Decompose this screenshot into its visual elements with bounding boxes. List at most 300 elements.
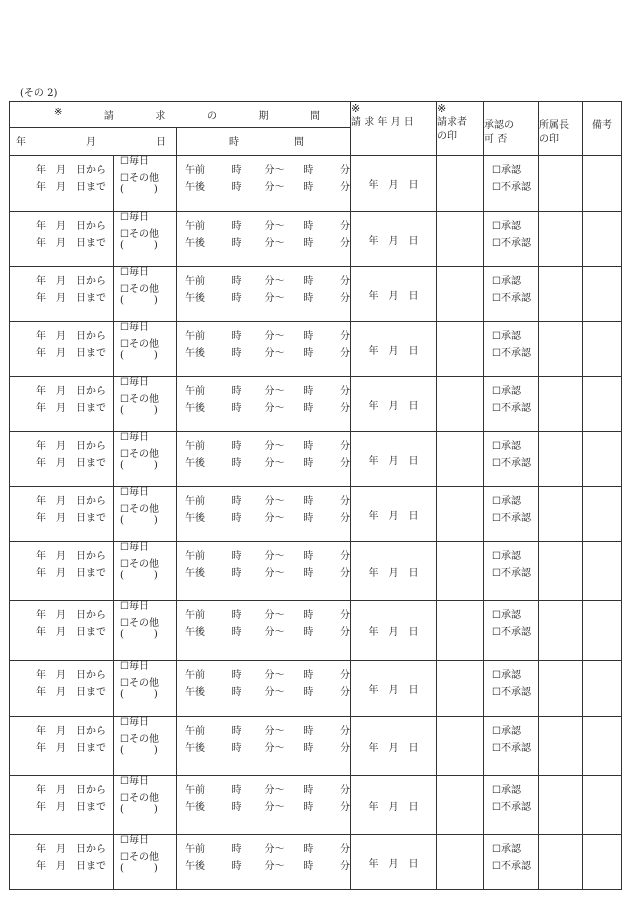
request-date-cell[interactable] xyxy=(351,776,437,835)
requester-seal-cell[interactable] xyxy=(437,601,484,661)
frequency-cell xyxy=(114,487,177,542)
date-to-text: 年 月 日まで xyxy=(36,568,106,579)
period-dates-cell[interactable] xyxy=(10,776,114,835)
am-label: 午前 xyxy=(185,441,205,452)
hour-label: 時 xyxy=(231,276,242,287)
requester-seal-cell[interactable] xyxy=(437,661,484,717)
other-detail-field[interactable]: ( ) xyxy=(120,629,158,640)
hour-label: 時 xyxy=(303,331,314,342)
request-date-cell[interactable] xyxy=(351,487,437,542)
minute-from-label: 分～ xyxy=(264,610,285,621)
remarks-cell[interactable] xyxy=(583,212,622,267)
frequency-cell xyxy=(114,835,177,890)
request-date-cell[interactable] xyxy=(351,156,437,212)
period-times-cell[interactable] xyxy=(177,487,351,542)
remarks-cell[interactable] xyxy=(583,322,622,377)
minute-from-label: 分～ xyxy=(264,568,285,579)
request-period-header xyxy=(10,102,351,128)
other-checkbox[interactable]: ☐その他 xyxy=(120,618,159,629)
other-detail-field[interactable]: ( ) xyxy=(120,745,158,756)
title-char: ※ xyxy=(54,107,63,118)
requester-seal-cell[interactable] xyxy=(437,835,484,890)
period-times-cell[interactable] xyxy=(177,267,351,322)
hour-label: 時 xyxy=(303,551,314,562)
request-date-text: 年 月 日 xyxy=(368,510,419,522)
hour-label: 時 xyxy=(231,627,242,638)
hour-label: 時 xyxy=(303,386,314,397)
title-char: 請 xyxy=(103,111,114,122)
period-times-cell[interactable] xyxy=(177,835,351,890)
am-label: 午前 xyxy=(185,496,205,507)
minute-from-label: 分～ xyxy=(264,441,285,452)
daily-checkbox[interactable]: ☐毎日 xyxy=(120,377,149,388)
pm-label: 午後 xyxy=(185,238,205,249)
requester-seal-cell[interactable] xyxy=(437,487,484,542)
other-detail-field[interactable]: ( ) xyxy=(120,515,158,526)
request-date-cell[interactable] xyxy=(351,601,437,661)
period-dates-cell[interactable] xyxy=(10,542,114,601)
daily-checkbox[interactable]: ☐毎日 xyxy=(120,717,149,728)
pm-time-line xyxy=(177,400,350,417)
date-header-char: 月 xyxy=(86,137,96,148)
other-checkbox[interactable]: ☐その他 xyxy=(120,284,159,295)
minute-from-label: 分～ xyxy=(264,293,285,304)
minute-label: 分 xyxy=(340,293,351,304)
date-to-text: 年 月 日まで xyxy=(36,802,106,813)
other-detail-field[interactable]: ( ) xyxy=(120,863,158,874)
daily-checkbox[interactable]: ☐毎日 xyxy=(120,835,149,846)
period-dates-cell[interactable] xyxy=(10,661,114,717)
disapprove-checkbox[interactable]: ☐不承認 xyxy=(492,687,531,698)
other-checkbox[interactable]: ☐その他 xyxy=(120,394,159,405)
frequency-cell xyxy=(114,377,177,432)
remarks-cell[interactable] xyxy=(583,377,622,432)
daily-checkbox[interactable]: ☐毎日 xyxy=(120,156,149,167)
daily-checkbox[interactable]: ☐毎日 xyxy=(120,542,149,553)
hour-label: 時 xyxy=(303,348,314,359)
frequency-cell xyxy=(114,601,177,661)
approve-checkbox[interactable]: ☐承認 xyxy=(492,165,521,176)
minute-from-label: 分～ xyxy=(264,403,285,414)
other-checkbox[interactable]: ☐その他 xyxy=(120,504,159,515)
title-char: 間 xyxy=(309,111,320,122)
disapprove-checkbox[interactable]: ☐不承認 xyxy=(492,802,531,813)
remarks-cell[interactable] xyxy=(583,661,622,717)
approve-checkbox[interactable]: ☐承認 xyxy=(492,844,521,855)
minute-label: 分 xyxy=(340,238,351,249)
other-checkbox[interactable]: ☐その他 xyxy=(120,173,159,184)
disapprove-checkbox[interactable]: ☐不承認 xyxy=(492,238,531,249)
request-date-text: 年 月 日 xyxy=(368,685,419,696)
form-subtitle: (その 2) xyxy=(20,88,58,99)
period-times-cell[interactable] xyxy=(177,377,351,432)
remarks-header: 備考 xyxy=(583,102,622,156)
hour-label: 時 xyxy=(303,238,314,249)
other-checkbox[interactable]: ☐その他 xyxy=(120,852,159,863)
hour-label: 時 xyxy=(231,293,242,304)
request-date-text: 年 月 日 xyxy=(368,235,419,247)
disapprove-checkbox[interactable]: ☐不承認 xyxy=(492,861,531,872)
hour-label: 時 xyxy=(231,568,242,579)
frequency-cell xyxy=(114,542,177,601)
requester-seal-cell[interactable] xyxy=(437,267,484,322)
other-detail-field[interactable]: ( ) xyxy=(120,240,158,251)
minute-label: 分 xyxy=(340,513,351,524)
pm-time-line xyxy=(177,510,350,527)
minute-from-label: 分～ xyxy=(264,386,285,397)
disapprove-checkbox[interactable]: ☐不承認 xyxy=(492,568,531,579)
other-checkbox[interactable]: ☐その他 xyxy=(120,678,159,689)
approve-checkbox[interactable]: ☐承認 xyxy=(492,551,521,562)
date-from-text: 年 月 日から xyxy=(36,221,106,232)
date-to-text: 年 月 日まで xyxy=(36,293,106,304)
minute-label: 分 xyxy=(340,331,351,342)
chief-seal-header: 所属長 の印 xyxy=(539,102,583,156)
period-dates-cell[interactable] xyxy=(10,377,114,432)
am-label: 午前 xyxy=(185,165,205,176)
chief-seal-cell[interactable] xyxy=(539,432,583,487)
disapprove-checkbox[interactable]: ☐不承認 xyxy=(492,293,531,304)
remarks-cell[interactable] xyxy=(583,542,622,601)
minute-from-label: 分～ xyxy=(264,496,285,507)
minute-from-label: 分～ xyxy=(264,551,285,562)
chief-seal-cell[interactable] xyxy=(539,156,583,212)
period-dates-cell[interactable] xyxy=(10,432,114,487)
daily-checkbox[interactable]: ☐毎日 xyxy=(120,212,149,223)
other-detail-field[interactable]: ( ) xyxy=(120,804,158,815)
am-label: 午前 xyxy=(185,386,205,397)
hour-label: 時 xyxy=(231,551,242,562)
hour-label: 時 xyxy=(303,513,314,524)
request-date-text: 年 月 日 xyxy=(368,801,419,813)
disapprove-checkbox[interactable]: ☐不承認 xyxy=(492,627,531,638)
other-checkbox[interactable]: ☐その他 xyxy=(120,229,159,240)
am-time-line xyxy=(177,438,350,455)
remarks-cell[interactable] xyxy=(583,835,622,890)
approval-cell xyxy=(484,432,539,487)
request-form-table xyxy=(9,101,622,890)
title-char: の xyxy=(206,111,217,122)
daily-checkbox[interactable]: ☐毎日 xyxy=(120,322,149,333)
date-from-text: 年 月 日から xyxy=(36,496,106,507)
am-time-line xyxy=(177,548,350,565)
chief-seal-cell[interactable] xyxy=(539,322,583,377)
minute-label: 分 xyxy=(340,182,351,193)
date-to-text: 年 月 日まで xyxy=(36,627,106,638)
hour-label: 時 xyxy=(231,687,242,698)
approve-checkbox[interactable]: ☐承認 xyxy=(492,726,521,737)
daily-checkbox[interactable]: ☐毎日 xyxy=(120,776,149,787)
date-to-text: 年 月 日まで xyxy=(36,743,106,754)
request-date-cell[interactable] xyxy=(351,377,437,432)
date-to-text: 年 月 日まで xyxy=(36,513,106,524)
remarks-cell[interactable] xyxy=(583,776,622,835)
pm-label: 午後 xyxy=(185,568,205,579)
hour-label: 時 xyxy=(303,403,314,414)
request-date-cell[interactable] xyxy=(351,661,437,717)
minute-from-label: 分～ xyxy=(264,348,285,359)
other-detail-field[interactable]: ( ) xyxy=(120,570,158,581)
requester-seal-cell[interactable] xyxy=(437,717,484,776)
period-times-cell[interactable] xyxy=(177,601,351,661)
minute-from-label: 分～ xyxy=(264,276,285,287)
hour-label: 時 xyxy=(303,802,314,813)
am-label: 午前 xyxy=(185,331,205,342)
am-label: 午前 xyxy=(185,785,205,796)
remarks-cell[interactable] xyxy=(583,156,622,212)
other-detail-field[interactable]: ( ) xyxy=(120,689,158,700)
request-date-text: 年 月 日 xyxy=(368,180,419,191)
hour-label: 時 xyxy=(231,743,242,754)
pm-label: 午後 xyxy=(185,802,205,813)
request-date-cell[interactable] xyxy=(351,835,437,890)
period-dates-cell[interactable] xyxy=(10,156,114,212)
daily-checkbox[interactable]: ☐毎日 xyxy=(120,601,149,612)
chief-seal-cell[interactable] xyxy=(539,776,583,835)
frequency-cell xyxy=(114,717,177,776)
minute-label: 分 xyxy=(340,844,351,855)
remarks-cell[interactable] xyxy=(583,267,622,322)
requester-seal-cell[interactable] xyxy=(437,776,484,835)
hour-label: 時 xyxy=(303,276,314,287)
pm-time-line xyxy=(177,684,350,701)
period-dates-cell[interactable] xyxy=(10,487,114,542)
other-detail-field[interactable]: ( ) xyxy=(120,405,158,416)
pm-label: 午後 xyxy=(185,687,205,698)
request-date-cell[interactable] xyxy=(351,212,437,267)
request-date-cell[interactable] xyxy=(351,322,437,377)
requester-seal-cell[interactable] xyxy=(437,212,484,267)
chief-seal-cell[interactable] xyxy=(539,542,583,601)
frequency-cell xyxy=(114,322,177,377)
other-checkbox[interactable]: ☐その他 xyxy=(120,449,159,460)
am-time-line xyxy=(177,328,350,345)
other-checkbox[interactable]: ☐その他 xyxy=(120,793,159,804)
hour-label: 時 xyxy=(231,386,242,397)
approve-checkbox[interactable]: ☐承認 xyxy=(492,785,521,796)
requester-seal-cell[interactable] xyxy=(437,156,484,212)
minute-from-label: 分～ xyxy=(264,670,285,681)
period-dates-cell[interactable] xyxy=(10,835,114,890)
daily-checkbox[interactable]: ☐毎日 xyxy=(120,432,149,443)
minute-label: 分 xyxy=(340,726,351,737)
chief-seal-cell[interactable] xyxy=(539,267,583,322)
daily-checkbox[interactable]: ☐毎日 xyxy=(120,661,149,672)
am-time-line xyxy=(177,218,350,235)
request-date-cell[interactable] xyxy=(351,432,437,487)
period-times-cell[interactable] xyxy=(177,322,351,377)
table-row xyxy=(10,661,622,717)
minute-from-label: 分～ xyxy=(264,182,285,193)
pm-label: 午後 xyxy=(185,861,205,872)
hour-label: 時 xyxy=(231,610,242,621)
other-checkbox[interactable]: ☐その他 xyxy=(120,559,159,570)
date-from-text: 年 月 日から xyxy=(36,785,106,796)
am-time-line xyxy=(177,841,350,858)
chief-seal-cell[interactable] xyxy=(539,717,583,776)
pm-time-line xyxy=(177,290,350,307)
chief-seal-cell[interactable] xyxy=(539,377,583,432)
minute-label: 分 xyxy=(340,165,351,176)
minute-label: 分 xyxy=(340,551,351,562)
approval-cell xyxy=(484,835,539,890)
pm-time-line xyxy=(177,345,350,362)
hour-label: 時 xyxy=(303,165,314,176)
am-time-line xyxy=(177,383,350,400)
remarks-cell[interactable] xyxy=(583,717,622,776)
frequency-cell xyxy=(114,156,177,212)
approve-checkbox[interactable]: ☐承認 xyxy=(492,670,521,681)
other-detail-field[interactable]: ( ) xyxy=(120,350,158,361)
date-to-text: 年 月 日まで xyxy=(36,861,106,872)
period-times-cell[interactable] xyxy=(177,212,351,267)
title-char: 期 xyxy=(258,111,269,122)
chief-seal-cell[interactable] xyxy=(539,212,583,267)
minute-label: 分 xyxy=(340,861,351,872)
approve-checkbox[interactable]: ☐承認 xyxy=(492,386,521,397)
other-checkbox[interactable]: ☐その他 xyxy=(120,339,159,350)
hour-label: 時 xyxy=(231,861,242,872)
date-from-text: 年 月 日から xyxy=(36,610,106,621)
date-from-text: 年 月 日から xyxy=(36,844,106,855)
frequency-cell xyxy=(114,267,177,322)
other-detail-field[interactable]: ( ) xyxy=(120,295,158,306)
time-header xyxy=(177,128,351,156)
remarks-cell[interactable] xyxy=(583,601,622,661)
requester-seal-cell[interactable] xyxy=(437,322,484,377)
table-row xyxy=(10,776,622,835)
period-dates-cell[interactable] xyxy=(10,267,114,322)
minute-from-label: 分～ xyxy=(264,844,285,855)
daily-checkbox[interactable]: ☐毎日 xyxy=(120,487,149,498)
other-detail-field[interactable]: ( ) xyxy=(120,460,158,471)
approval-cell xyxy=(484,661,539,717)
hour-label: 時 xyxy=(303,861,314,872)
hour-label: 時 xyxy=(303,743,314,754)
minute-label: 分 xyxy=(340,743,351,754)
pm-time-line xyxy=(177,624,350,641)
minute-from-label: 分～ xyxy=(264,238,285,249)
date-header-char: 年 xyxy=(16,137,26,148)
request-date-text: 年 月 日 xyxy=(368,567,419,579)
requester-seal-header: ※ 請求者 の印 xyxy=(437,102,484,156)
approval-cell xyxy=(484,377,539,432)
frequency-cell xyxy=(114,661,177,717)
am-time-line xyxy=(177,493,350,510)
approve-checkbox[interactable]: ☐承認 xyxy=(492,610,521,621)
date-to-text: 年 月 日まで xyxy=(36,458,106,469)
disapprove-checkbox[interactable]: ☐不承認 xyxy=(492,513,531,524)
minute-from-label: 分～ xyxy=(264,513,285,524)
disapprove-checkbox[interactable]: ☐不承認 xyxy=(492,182,531,193)
chief-seal-cell[interactable] xyxy=(539,835,583,890)
approval-cell xyxy=(484,212,539,267)
disapprove-checkbox[interactable]: ☐不承認 xyxy=(492,348,531,359)
approval-cell xyxy=(484,322,539,377)
chief-seal-cell[interactable] xyxy=(539,661,583,717)
period-dates-cell[interactable] xyxy=(10,212,114,267)
period-times-cell[interactable] xyxy=(177,432,351,487)
date-from-text: 年 月 日から xyxy=(36,670,106,681)
request-date-cell[interactable] xyxy=(351,542,437,601)
pm-time-line xyxy=(177,455,350,472)
table-row xyxy=(10,601,622,661)
hour-label: 時 xyxy=(231,165,242,176)
period-dates-cell[interactable] xyxy=(10,717,114,776)
approve-checkbox[interactable]: ☐承認 xyxy=(492,221,521,232)
table-row xyxy=(10,267,622,322)
table-row xyxy=(10,487,622,542)
minute-label: 分 xyxy=(340,441,351,452)
period-times-cell[interactable] xyxy=(177,661,351,717)
other-checkbox[interactable]: ☐その他 xyxy=(120,734,159,745)
minute-label: 分 xyxy=(340,403,351,414)
hour-label: 時 xyxy=(231,458,242,469)
chief-seal-cell[interactable] xyxy=(539,487,583,542)
approve-checkbox[interactable]: ☐承認 xyxy=(492,441,521,452)
period-times-cell[interactable] xyxy=(177,542,351,601)
hour-label: 時 xyxy=(303,844,314,855)
request-date-text: 年 月 日 xyxy=(368,400,419,412)
pm-label: 午後 xyxy=(185,743,205,754)
approval-cell xyxy=(484,542,539,601)
minute-label: 分 xyxy=(340,386,351,397)
time-header-char: 間 xyxy=(294,137,305,148)
hour-label: 時 xyxy=(231,238,242,249)
date-from-text: 年 月 日から xyxy=(36,165,106,176)
remarks-cell[interactable] xyxy=(583,432,622,487)
chief-seal-cell[interactable] xyxy=(539,601,583,661)
date-from-text: 年 月 日から xyxy=(36,551,106,562)
approval-cell xyxy=(484,156,539,212)
other-detail-field[interactable]: ( ) xyxy=(120,184,158,195)
pm-label: 午後 xyxy=(185,293,205,304)
minute-label: 分 xyxy=(340,687,351,698)
approve-checkbox[interactable]: ☐承認 xyxy=(492,496,521,507)
disapprove-checkbox[interactable]: ☐不承認 xyxy=(492,743,531,754)
requester-seal-cell[interactable] xyxy=(437,542,484,601)
approval-header: 承認の 可 否 xyxy=(484,102,539,156)
am-time-line xyxy=(177,667,350,684)
requester-seal-cell[interactable] xyxy=(437,377,484,432)
pm-label: 午後 xyxy=(185,403,205,414)
minute-from-label: 分～ xyxy=(264,627,285,638)
approve-checkbox[interactable]: ☐承認 xyxy=(492,276,521,287)
date-to-text: 年 月 日まで xyxy=(36,348,106,359)
minute-from-label: 分～ xyxy=(264,726,285,737)
remarks-cell[interactable] xyxy=(583,487,622,542)
period-times-cell[interactable] xyxy=(177,156,351,212)
requester-seal-cell[interactable] xyxy=(437,432,484,487)
period-dates-cell[interactable] xyxy=(10,322,114,377)
daily-checkbox[interactable]: ☐毎日 xyxy=(120,267,149,278)
approval-cell xyxy=(484,601,539,661)
am-time-line xyxy=(177,162,350,179)
request-date-cell[interactable] xyxy=(351,267,437,322)
disapprove-checkbox[interactable]: ☐不承認 xyxy=(492,458,531,469)
period-dates-cell[interactable] xyxy=(10,601,114,661)
approve-checkbox[interactable]: ☐承認 xyxy=(492,331,521,342)
request-date-cell[interactable] xyxy=(351,717,437,776)
date-to-text: 年 月 日まで xyxy=(36,403,106,414)
minute-label: 分 xyxy=(340,802,351,813)
minute-label: 分 xyxy=(340,610,351,621)
minute-from-label: 分～ xyxy=(264,165,285,176)
period-times-cell[interactable] xyxy=(177,717,351,776)
time-header-char: 時 xyxy=(229,137,239,148)
disapprove-checkbox[interactable]: ☐不承認 xyxy=(492,403,531,414)
period-times-cell[interactable] xyxy=(177,776,351,835)
